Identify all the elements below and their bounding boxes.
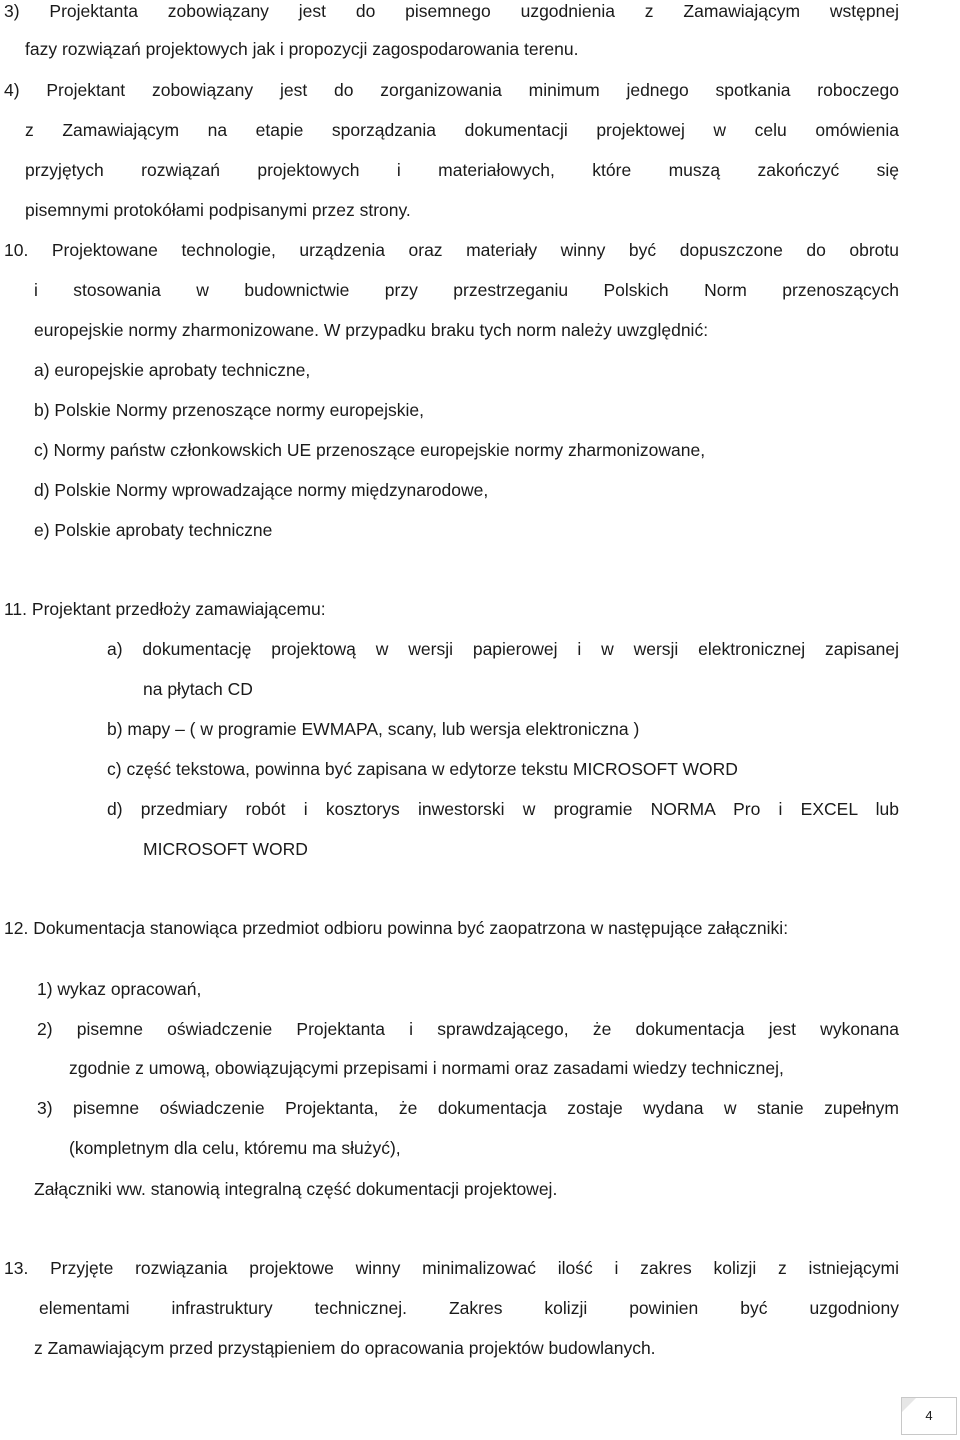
text-line: Załączniki ww. stanowią integralną część dokumentacji projektowej. <box>34 1179 558 1199</box>
text-line: europejskie normy zharmonizowane. W przypadku braku tych norm należy uwzględnić: <box>34 320 709 340</box>
text-line: elementami infrastruktury technicznej. Zakres kolizji powinien być uzgodniony <box>39 1298 899 1318</box>
text-line: MICROSOFT WORD <box>143 839 308 859</box>
text-line: 4) Projektant zobowiązany jest do zorganizowania minimum jednego spotkania roboczego <box>4 80 899 100</box>
list-item: 3) pisemne oświadczenie Projektanta, że dokumentacja zostaje wydana w stanie zupełnym <box>37 1098 899 1118</box>
text-line: z Zamawiającym na etapie sporządzania dokumentacji projektowej w celu omówienia <box>25 120 899 140</box>
text-line: z Zamawiającym przed przystąpieniem do opracowania projektów budowlanych. <box>34 1338 656 1358</box>
section-heading: 12. Dokumentacja stanowiąca przedmiot odbioru powinna być zaopatrzona w następujące załączniki: <box>4 918 789 938</box>
text-line: na płytach CD <box>143 679 253 699</box>
list-item: d) przedmiary robót i kosztorys inwestorski w programie NORMA Pro i EXCEL lub <box>107 799 899 819</box>
text-line: zgodnie z umową, obowiązującymi przepisami i normami oraz zasadami wiedzy technicznej, <box>69 1058 784 1078</box>
list-item: a) dokumentację projektową w wersji papierowej i w wersji elektronicznej zapisanej <box>107 639 899 659</box>
list-item: e) Polskie aprobaty techniczne <box>34 520 273 540</box>
list-item: 2) pisemne oświadczenie Projektanta i sprawdzającego, że dokumentacja jest wykonana <box>37 1019 899 1039</box>
page-number: 4 <box>925 1408 933 1423</box>
text-line: i stosowania w budownictwie przy przestrzeganiu Polskich Norm przenoszących <box>34 280 899 300</box>
text-line: 13. Przyjęte rozwiązania projektowe winny minimalizować ilość i zakres kolizji z istniejącymi <box>4 1258 899 1278</box>
list-item: b) Polskie Normy przenoszące normy europejskie, <box>34 400 425 420</box>
text-line: pisemnymi protokółami podpisanymi przez strony. <box>25 200 411 220</box>
text-line: 3) Projektanta zobowiązany jest do pisemnego uzgodnienia z Zamawiającym wstępnej <box>4 1 899 21</box>
text-line: przyjętych rozwiązań projektowych i materiałowych, które muszą zakończyć się <box>25 160 899 180</box>
text-line: fazy rozwiązań projektowych jak i propozycji zagospodarowania terenu. <box>25 39 579 59</box>
list-item: b) mapy – ( w programie EWMAPA, scany, lub wersja elektroniczna ) <box>107 719 640 739</box>
text-line: (kompletnym dla celu, któremu ma służyć), <box>69 1138 401 1158</box>
text-line: 10. Projektowane technologie, urządzenia oraz materiały winny być dopuszczone do obrotu <box>4 240 899 260</box>
section-heading: 11. Projektant przedłoży zamawiającemu: <box>4 599 326 619</box>
list-item: c) część tekstowa, powinna być zapisana w edytorze tekstu MICROSOFT WORD <box>107 759 738 779</box>
list-item: a) europejskie aprobaty techniczne, <box>34 360 311 380</box>
list-item: 1) wykaz opracowań, <box>37 979 202 999</box>
list-item: c) Normy państw członkowskich UE przenoszące europejskie normy zharmonizowane, <box>34 440 706 460</box>
list-item: d) Polskie Normy wprowadzające normy międzynarodowe, <box>34 480 489 500</box>
page-number-box <box>901 1397 957 1435</box>
